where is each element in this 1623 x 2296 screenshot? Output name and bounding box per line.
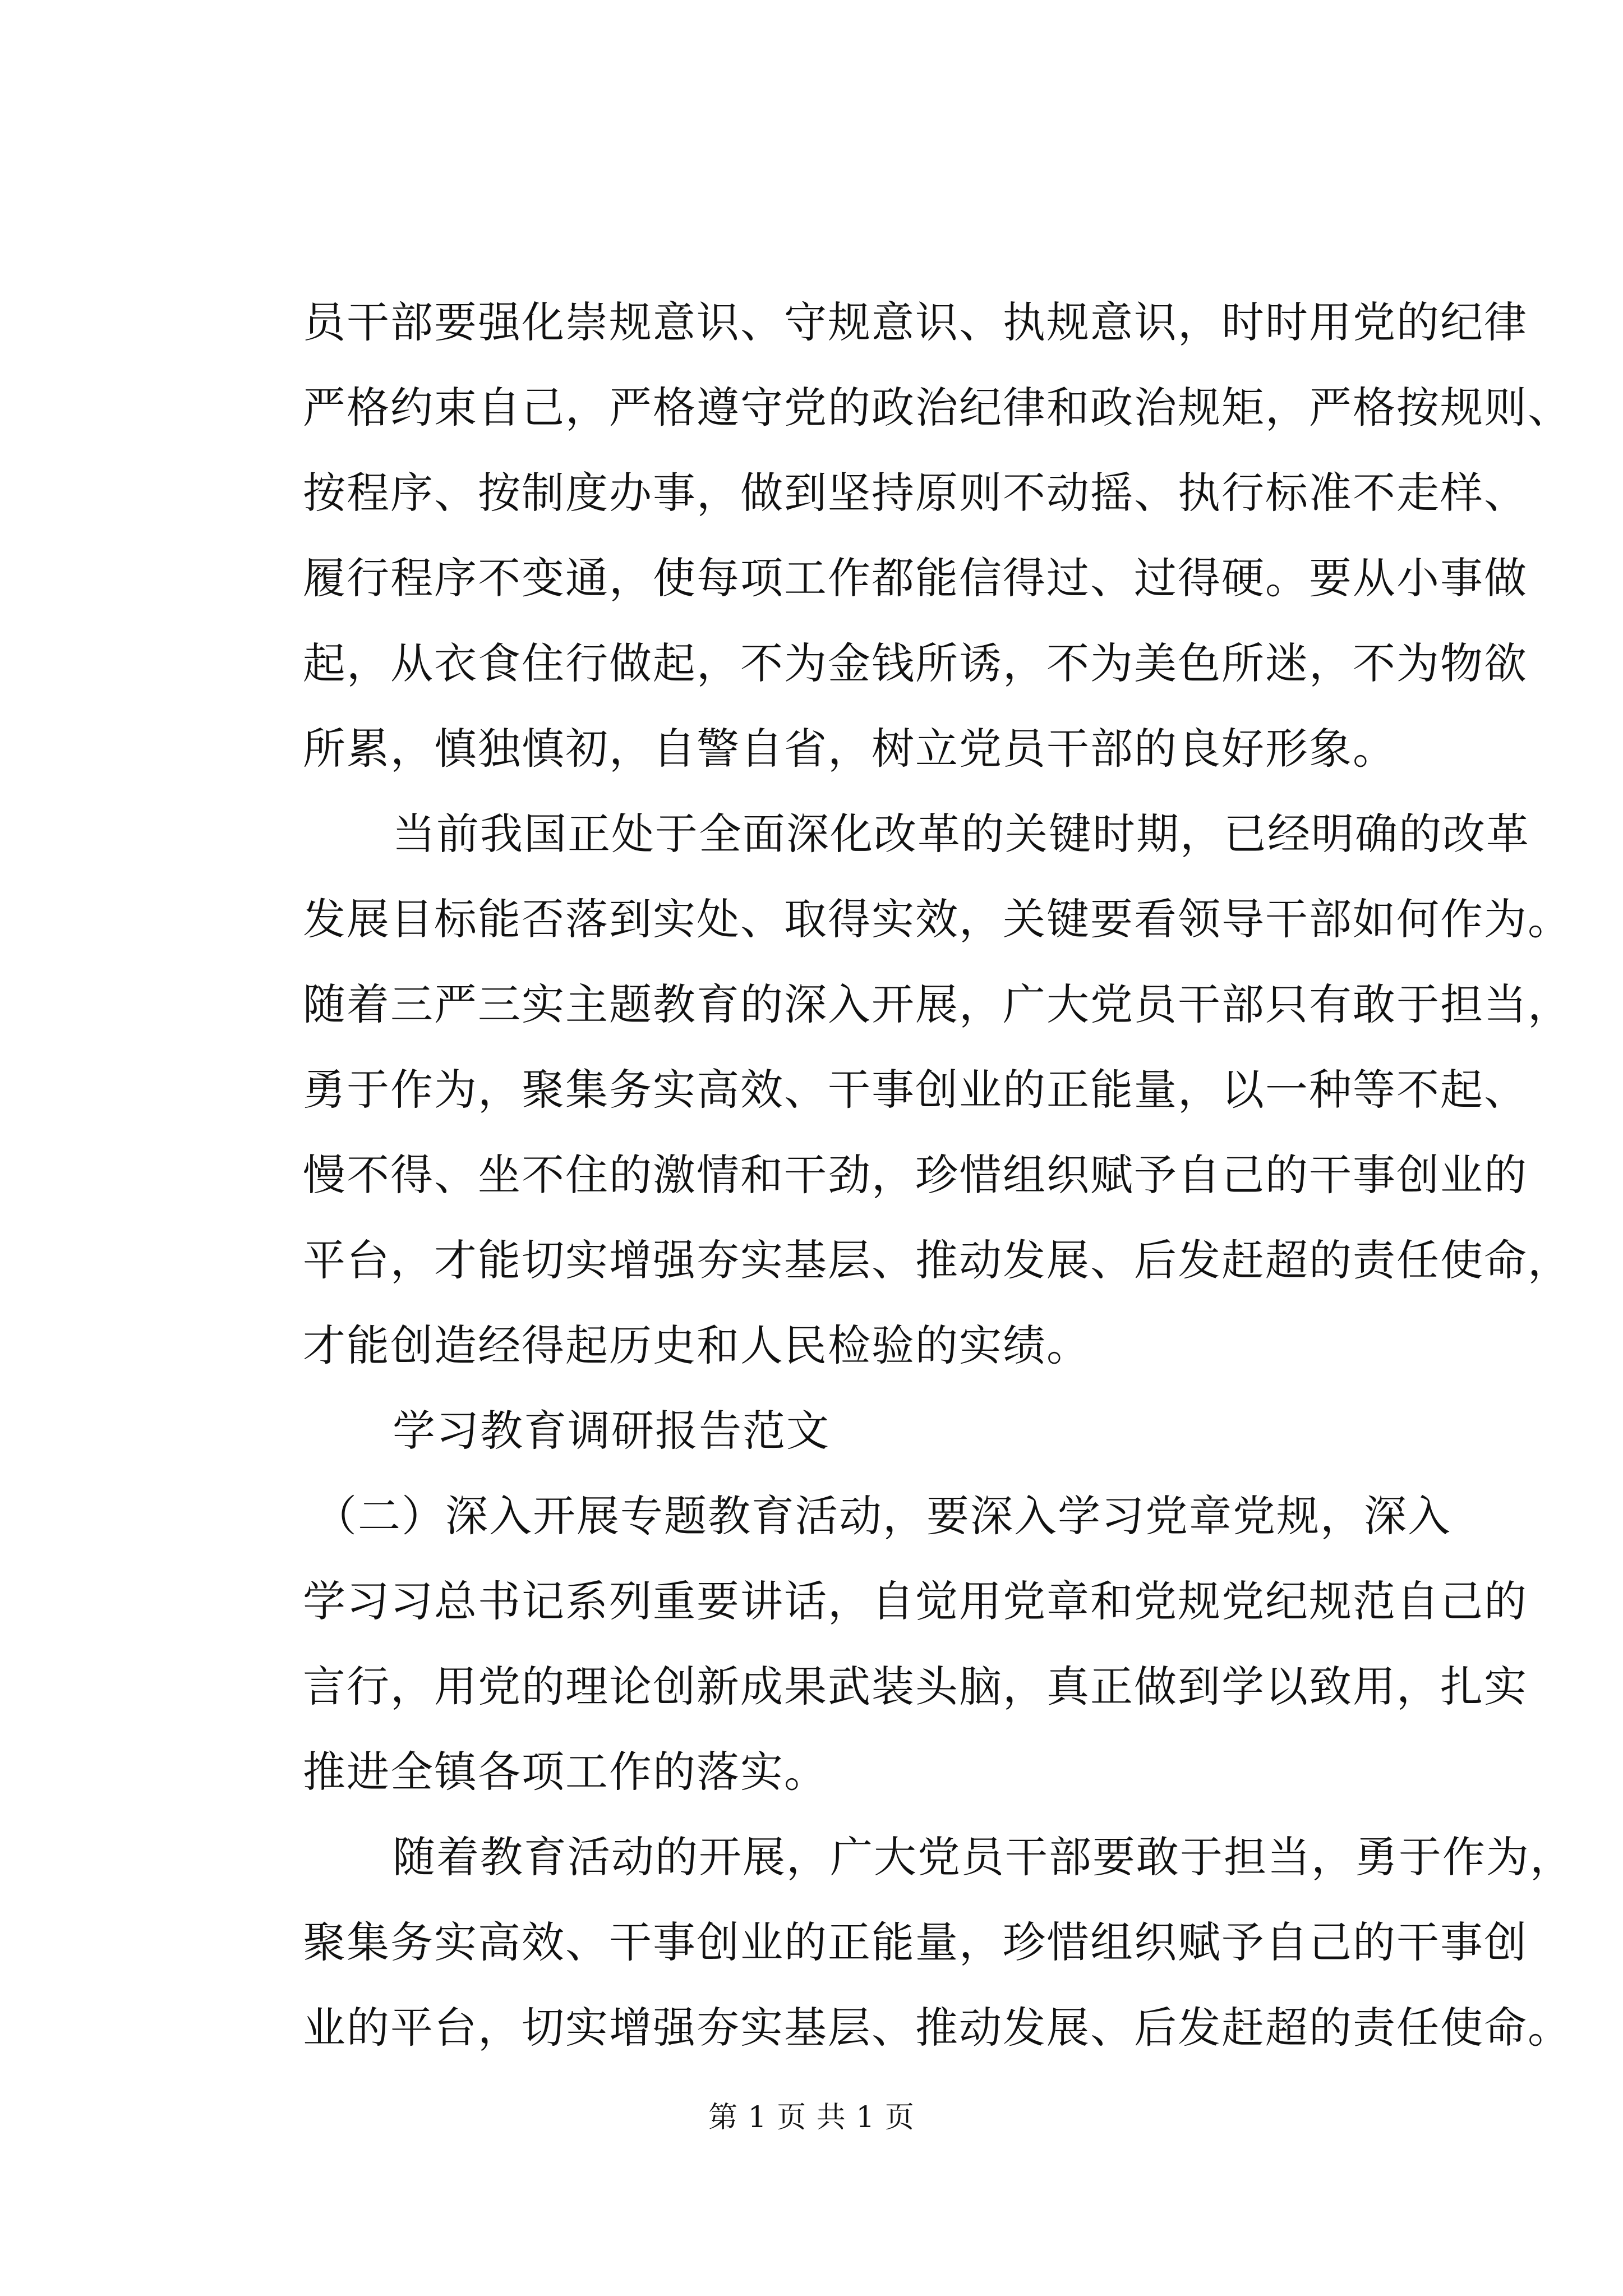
text-line: 推进全镇各项工作的落实。 xyxy=(303,1747,828,1797)
text-line: 发展目标能否落到实处、取得实效，关键要看领导干部如何作为。 xyxy=(303,894,1571,944)
text-line: 学习习总书记系列重要讲话，自觉用党章和党规党纪规范自己的 xyxy=(303,1576,1528,1626)
text-line: 平台，才能切实增强夯实基层、推动发展、后发赶超的责任使命， xyxy=(303,1235,1571,1285)
paragraph-first-line: 当前我国正处于全面深化改革的关键时期，已经明确的改革 xyxy=(393,809,1530,859)
text-line: 随着三严三实主题教育的深入开展，广大党员干部只有敢于担当， xyxy=(303,979,1571,1029)
page-number-footer: 第 1 页 共 1 页 xyxy=(708,2101,915,2134)
text-line: 勇于作为，聚集务实高效、干事创业的正能量，以一种等不起、 xyxy=(303,1065,1528,1115)
text-line: 严格约束自己，严格遵守党的政治纪律和政治规矩，严格按规则、 xyxy=(303,383,1571,432)
section-heading: 学习教育调研报告范文 xyxy=(393,1406,830,1456)
text-line: 才能创造经得起历史和人民检验的实绩。 xyxy=(303,1320,1090,1370)
text-line: 员干部要强化崇规意识、守规意识、执规意识，时时用党的纪律 xyxy=(303,297,1528,347)
text-line: 业的平台，切实增强夯实基层、推动发展、后发赶超的责任使命。 xyxy=(303,2003,1571,2053)
paragraph-first-line: （二）深入开展专题教育活动，要深入学习党章党规，深入 xyxy=(314,1491,1451,1541)
paragraph-first-line: 随着教育活动的开展，广大党员干部要敢于担当，勇于作为， xyxy=(393,1832,1574,1882)
text-line: 慢不得、坐不住的激情和干劲，珍惜组织赋予自己的干事创业的 xyxy=(303,1150,1528,1200)
text-line: 所累，慎独慎初，自警自省，树立党员干部的良好形象。 xyxy=(303,724,1396,774)
text-line: 按程序、按制度办事，做到坚持原则不动摇、执行标准不走样、 xyxy=(303,468,1528,518)
text-line: 聚集务实高效、干事创业的正能量，珍惜组织赋予自己的干事创 xyxy=(303,1917,1528,1967)
text-line: 言行，用党的理论创新成果武装头脑，真正做到学以致用，扎实 xyxy=(303,1662,1528,1711)
text-line: 履行程序不变通，使每项工作都能信得过、过得硬。要从小事做 xyxy=(303,553,1528,603)
text-line: 起，从衣食住行做起，不为金钱所诱，不为美色所迷，不为物欲 xyxy=(303,638,1528,688)
